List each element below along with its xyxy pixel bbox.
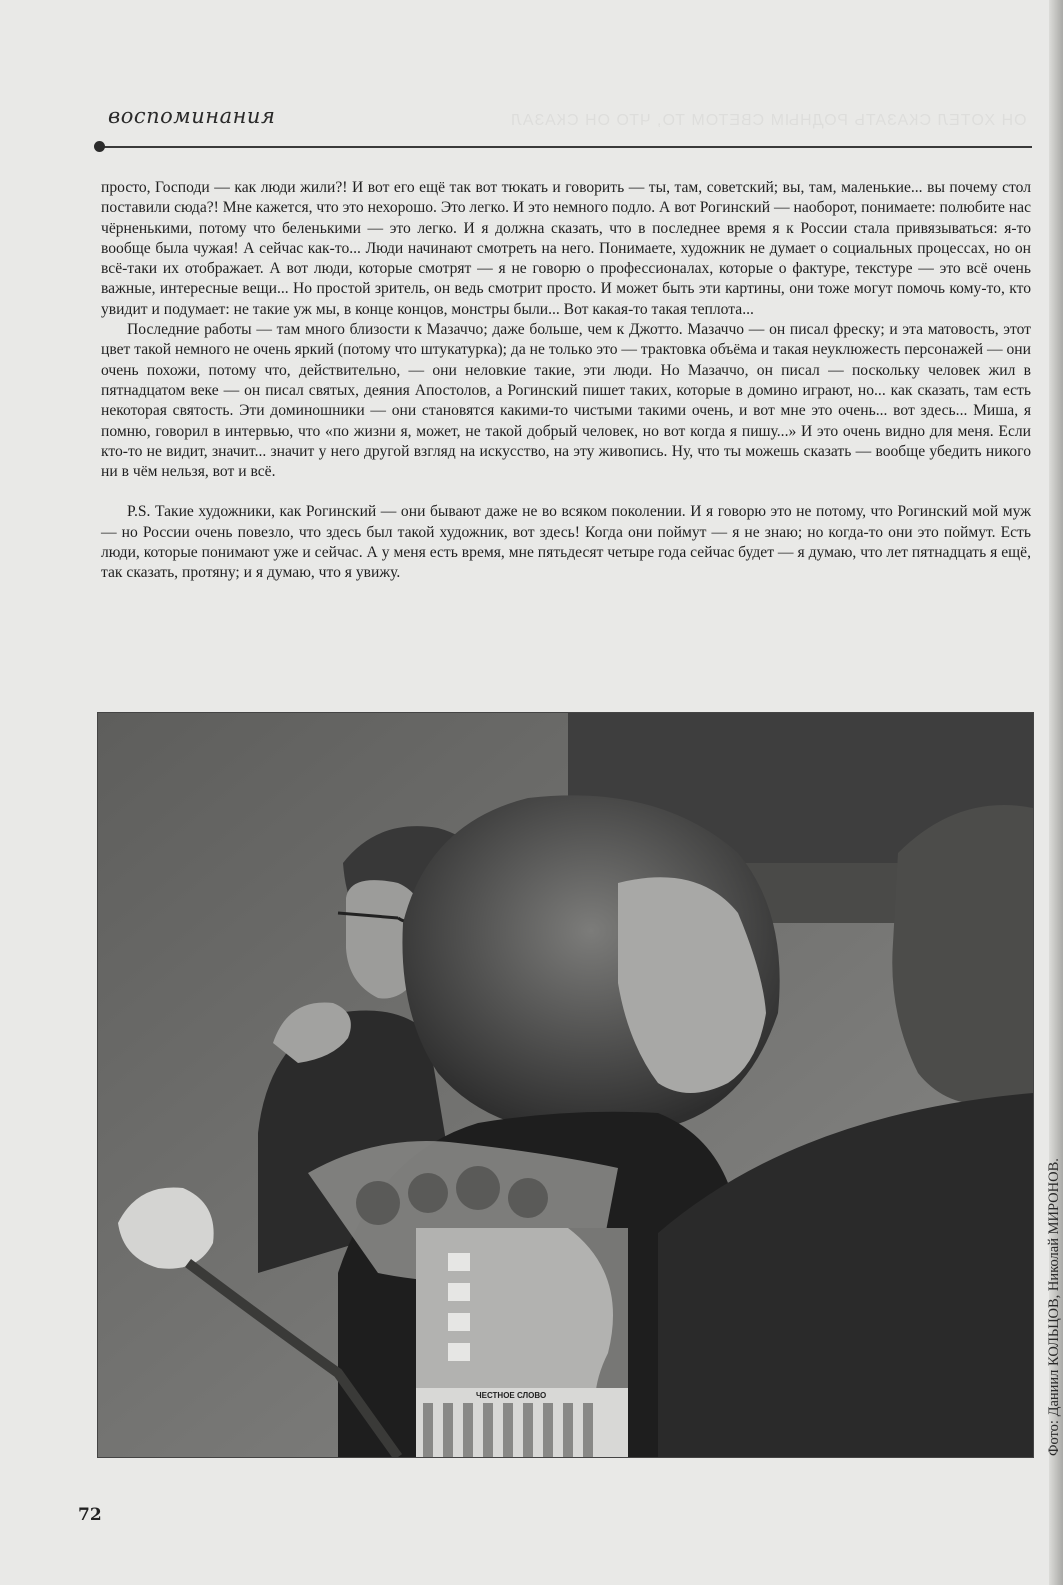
article-body [101,178,1031,584]
gift-bag-label: ЧЕСТНОЕ СЛОВО [476,1391,547,1400]
bleed-through-text: ОН ХОТЕЛ СКАЗАТЬ РОДНЫМ СВЕТОМ ТО, ЧТО ОН СКАЗАЛ [510,112,1027,129]
event-photo [97,712,1034,1458]
header-rule [100,146,1032,148]
section-title: воспоминания [108,104,276,128]
postscript-paragraph: P.S. Такие художники, как Рогинский — они бывают даже не во всяком поколении. И я говорю это не потому, что Рогинский мой муж — но России очень повезло, что здесь был такой художник, вот здесь! Когда они поймут — я не знаю; но когда-то они это поймут. Есть люди, которые понимают уже и сейчас. А у меня есть время, мне пятьдесят четыре года сейчас будет — я думаю, что лет пятнадцать я ещё, так сказать, протяну; и я думаю, что я увижу. [101,503,1031,582]
man-head [892,805,1033,1104]
page-number: 72 [78,1505,102,1525]
paragraph-2: Последние работы — там много близости к Мазаччо; даже больше, чем к Джотто. Мазаччо — он писал фреску; и эта матовость, этот цвет такой немного не очень яркий (потому что штукатурка); да не только это — трактовка объёма и такая неуклюжесть персонажей — они очень похожи, потому что, действительно, — они неловкие такие, эти люди. Но Мазаччо, он писал — поскольку человек жил в пятнадцатом веке — он писал святых, деяния Апостолов, а Рогинский пишет таких, которые в домино играют, но... как сказать, там есть некоторая святость. Эти доминошники — они становятся какими-то чистыми такими очень, и вот мне это очень... вот здесь... Миша, я помню, говорил в интервью, что «по жизни я, может, не такой добрый человек, но вот когда я пишу...» И это очень видно для меня. Если кто-то не видит, значит... значит у него другой взгляд на искусство, на эту живопись. Ну, что ты можешь сказать — вообще убедить никого ни в чём нельзя, вот и всё. [101,321,1031,481]
paragraph-1: просто, Господи — как люди жили?! И вот его ещё так вот тюкать и говорить — ты, там, советский; вы, там, маленькие... вы почему стол поставили сюда?! Мне кажется, что это нехорошо. Это легко. И это немного подло. А вот Рогинский — наоборот, понимаете: полюбите нас чёрненькими, потому что беленькими — это легко. И я должна сказать, что в последнее время я к России стала привязываться: я-то вообще была чужая! А сейчас как-то... Люди начинают смотреть на него. Понимаете, художник не думает о социальных процессах, но он всё-таки их отображает. А вот люди, которые смотрят — я не говорю о профессионалах, которые о фактуре, текстуре — это всё очень важные, интересные вещи... Но простой зритель, он ведь смотрит просто. И может быть эти картины, они тоже могут помочь кому-то, кто увидит и подумает: не такие уж мы, в конце концов, монстры были... Вот какая-то такая теплота... [101,179,1032,318]
photo-credit: Фото: Даниил КОЛЬЦОВ, Николай МИРОНОВ. [1046,1158,1062,1456]
rule-dot-ornament [94,141,105,152]
